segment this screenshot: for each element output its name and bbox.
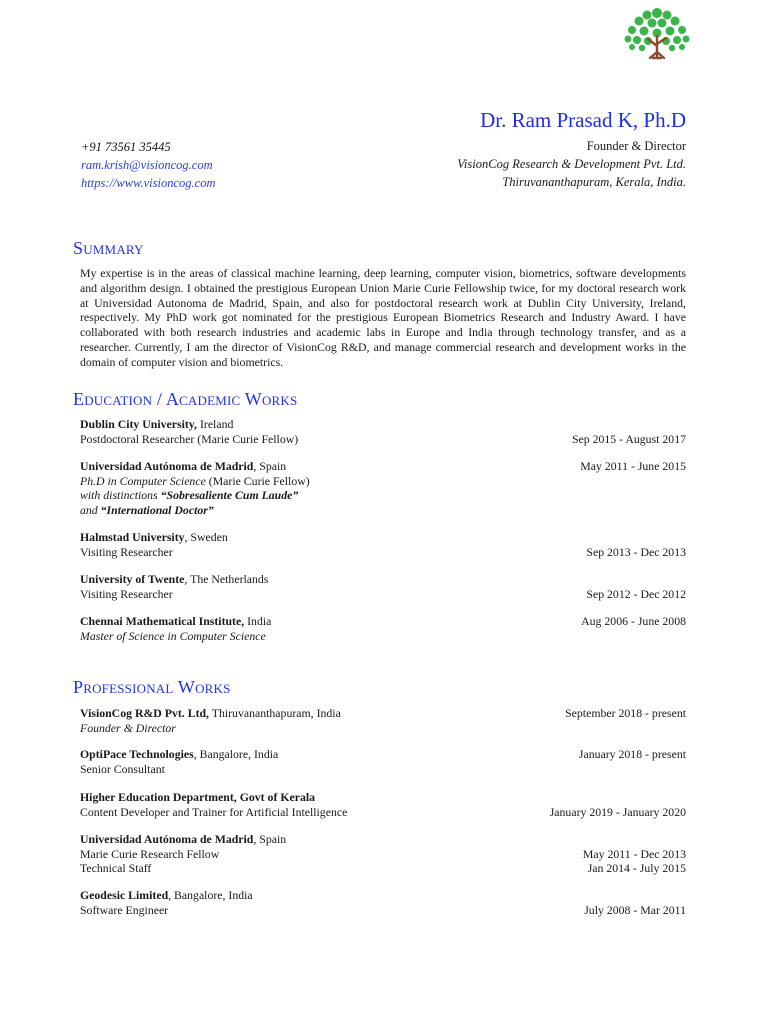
dates: Jan 2014 - July 2015 <box>587 861 686 876</box>
education-entry <box>80 417 686 446</box>
dates: May 2011 - Dec 2013 <box>582 846 686 861</box>
education-entry <box>80 614 686 643</box>
place: Thiruvananthapuram, India <box>209 706 341 720</box>
dates: July 2008 - Mar 2011 <box>584 902 686 917</box>
dates: September 2018 - present <box>565 706 686 720</box>
institution: Dublin City University, <box>80 417 198 431</box>
place: , Spain <box>253 832 287 846</box>
dates: January 2018 - present <box>578 747 686 761</box>
education-entry <box>80 572 686 601</box>
position: Senior Consultant <box>80 761 165 776</box>
employer: Higher Education Department, Govt of Kerala <box>80 790 316 804</box>
position: Software Engineer <box>80 902 169 917</box>
tree-logo-icon <box>620 6 694 68</box>
distinction: “Sobresaliente Cum Laude” <box>160 488 299 503</box>
work-entry <box>80 747 686 776</box>
company-name: VisionCog Research & Development Pvt. Ltd. <box>457 157 686 171</box>
distinction-label: with distinctions <box>80 488 161 503</box>
institution: Chennai Mathematical Institute, <box>80 614 245 628</box>
place: , Spain <box>253 459 287 473</box>
place: India <box>244 614 272 628</box>
degree-note: (Marie Curie Fellow) <box>205 473 310 488</box>
phone-number: +91 73561 35445 <box>81 140 171 154</box>
education-entry <box>80 530 686 559</box>
position: Marie Curie Research Fellow <box>80 846 220 861</box>
work-entry <box>80 706 686 735</box>
place: , Bangalore, India <box>193 747 279 761</box>
summary-heading: Summary <box>73 238 144 258</box>
employer: Geodesic Limited <box>80 888 169 902</box>
employer: OptiPace Technologies <box>80 747 194 761</box>
place: , Bangalore, India <box>168 888 253 902</box>
website-link[interactable]: https://www.visioncog.com <box>81 176 216 190</box>
person-name: Dr. Ram Prasad K, Ph.D <box>480 108 686 132</box>
education-entry <box>80 459 686 517</box>
degree: Ph.D in Computer Science <box>80 473 206 488</box>
location: Thiruvananthapuram, Kerala, India. <box>502 175 686 189</box>
position: Content Developer and Trainer for Artificial Intelligence <box>80 804 348 819</box>
dates: Sep 2012 - Dec 2012 <box>586 586 686 601</box>
professional-heading: Professional Works <box>73 677 231 697</box>
place: , Sweden <box>184 530 228 544</box>
work-entry <box>80 888 686 917</box>
email-link[interactable]: ram.krish@visioncog.com <box>81 158 213 172</box>
work-entry <box>80 832 686 876</box>
position: Visiting Researcher <box>80 586 173 601</box>
dates: January 2019 - January 2020 <box>549 804 686 819</box>
dates: Sep 2013 - Dec 2013 <box>586 544 686 559</box>
dates: May 2011 - June 2015 <box>580 459 686 473</box>
institution: Universidad Autónoma de Madrid <box>80 459 254 473</box>
job-role: Founder & Director <box>586 139 686 153</box>
employer: Universidad Autónoma de Madrid <box>80 832 254 846</box>
position: Visiting Researcher <box>80 544 173 559</box>
degree: Master of Science in Computer Science <box>80 628 266 643</box>
position: Technical Staff <box>80 861 152 876</box>
dates: Aug 2006 - June 2008 <box>581 614 686 628</box>
education-heading: Education / Academic Works <box>73 389 298 409</box>
institution: University of Twente <box>80 572 185 586</box>
institution: Halmstad University <box>80 530 185 544</box>
place: Ireland <box>197 417 234 431</box>
dates: Sep 2015 - August 2017 <box>571 431 686 446</box>
employer: VisionCog R&D Pvt. Ltd, <box>80 706 210 720</box>
place: , The Netherlands <box>184 572 269 586</box>
position: Founder & Director <box>80 720 176 735</box>
position: Postdoctoral Researcher (Marie Curie Fellow) <box>80 431 299 446</box>
header <box>457 108 686 191</box>
contact-block <box>81 138 216 192</box>
summary-text: My expertise is in the areas of classical machine learning, deep learning, computer vision, biometrics, software developments and algorithm design. I obtained the prestigious European Union Marie Curie Fellowship twice, for my doctoral research work at Universidad Autonoma de Madrid, Spain, and also for postdoctoral research work at Dublin City University, Ireland, respectively. My PhD work got nominated for the prestigious European Biometrics Research and Industry Award. I have collaborated with both research industries and academic labs in Europe and India through technology transfer, and as a researcher. Currently, I am the director of VisionCog R&D, and manage commercial research and development works in the domain of computer vision and biometrics. <box>80 266 686 369</box>
distinction: “International Doctor” <box>100 502 214 517</box>
distinction-label: and <box>80 502 101 517</box>
work-entry <box>80 790 686 819</box>
